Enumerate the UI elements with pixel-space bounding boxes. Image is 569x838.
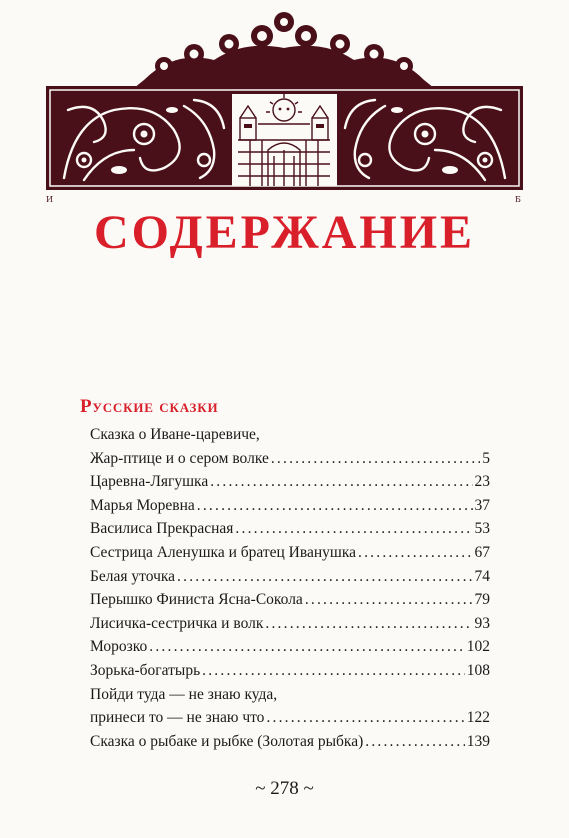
toc-entry-line (90, 659, 490, 683)
decorative-headpiece (44, 10, 525, 206)
dot-leader (235, 517, 472, 541)
toc-entry[interactable] (90, 494, 490, 518)
dot-leader (358, 541, 472, 565)
toc-entry[interactable] (90, 683, 490, 730)
toc-entry-page: 93 (474, 614, 490, 632)
toc-entry-line (90, 588, 490, 612)
toc-entry-page: 23 (474, 473, 490, 491)
toc-entry-line (90, 517, 490, 541)
toc-entry-title: Морозко (90, 638, 148, 656)
dot-leader (266, 706, 464, 730)
table-of-contents (90, 423, 490, 753)
section-heading: Русские сказки (80, 396, 219, 417)
toc-entry-line (90, 447, 490, 471)
dot-leader (271, 447, 480, 471)
toc-entry-line (90, 612, 490, 636)
dot-leader (365, 730, 465, 754)
toc-entry-line (90, 730, 490, 754)
toc-entry-title: Сестрица Аленушка и братец Иванушка (90, 543, 357, 561)
toc-entry-title: Марья Моревна (90, 496, 195, 514)
toc-entry-title: принеси то — не знаю что (90, 709, 265, 727)
toc-entry-title: Белая уточка (90, 567, 176, 585)
toc-entry[interactable] (90, 541, 490, 565)
dot-leader (265, 612, 472, 636)
toc-entry-page: 5 (482, 449, 490, 467)
dot-leader (177, 565, 472, 589)
toc-entry-title: Василиса Прекрасная (90, 520, 234, 538)
toc-entry-title: Лисичка-сестричка и волк (90, 614, 264, 632)
toc-entry-page: 53 (474, 520, 490, 538)
toc-entry-line (90, 635, 490, 659)
toc-entry-title: Жар-птице и о сером волке (90, 449, 269, 467)
toc-entry-title-line: Сказка о Иване-царевиче, (90, 426, 260, 443)
toc-entry-line (90, 541, 490, 565)
toc-entry-page: 122 (466, 709, 490, 727)
toc-entry-page: 139 (466, 732, 490, 750)
toc-entry-title: Царевна-Лягушка (90, 473, 209, 491)
toc-entry-title-line: Пойди туда — не знаю куда, (90, 685, 278, 703)
page-title: СОДЕРЖАНИЕ (93, 206, 476, 259)
toc-entry[interactable] (90, 423, 490, 470)
toc-entry-line (90, 565, 490, 589)
dot-leader (149, 635, 464, 659)
toc-entry-page: 67 (474, 543, 490, 561)
toc-entry-page: 102 (466, 638, 490, 656)
toc-entry-line (90, 706, 490, 730)
svg-text:И: И (46, 195, 53, 204)
toc-entry-page: 108 (466, 661, 490, 679)
toc-entry[interactable] (90, 470, 490, 494)
toc-entry-page: 79 (474, 591, 490, 609)
page-number: ~ 278 ~ (255, 778, 314, 799)
toc-entry-title: Сказка о рыбаке и рыбке (Золотая рыбка) (90, 732, 364, 750)
toc-entry[interactable] (90, 635, 490, 659)
svg-text:Б: Б (515, 195, 521, 204)
toc-entry-line (90, 494, 490, 518)
toc-entry-page: 37 (474, 496, 490, 514)
toc-entry-page: 74 (474, 567, 490, 585)
toc-entry[interactable] (90, 659, 490, 683)
toc-entry[interactable] (90, 517, 490, 541)
toc-entry-title: Зорька-богатырь (90, 661, 201, 679)
toc-entry[interactable] (90, 730, 490, 754)
toc-entry[interactable] (90, 612, 490, 636)
toc-entry[interactable] (90, 565, 490, 589)
dot-leader (210, 470, 472, 494)
headpiece-illustration (44, 10, 525, 206)
dot-leader (202, 659, 465, 683)
toc-entry-line (90, 470, 490, 494)
toc-entry[interactable] (90, 588, 490, 612)
toc-entry-title: Перышко Финиста Ясна-Сокола (90, 591, 303, 609)
dot-leader (305, 588, 473, 612)
dot-leader (197, 494, 473, 518)
